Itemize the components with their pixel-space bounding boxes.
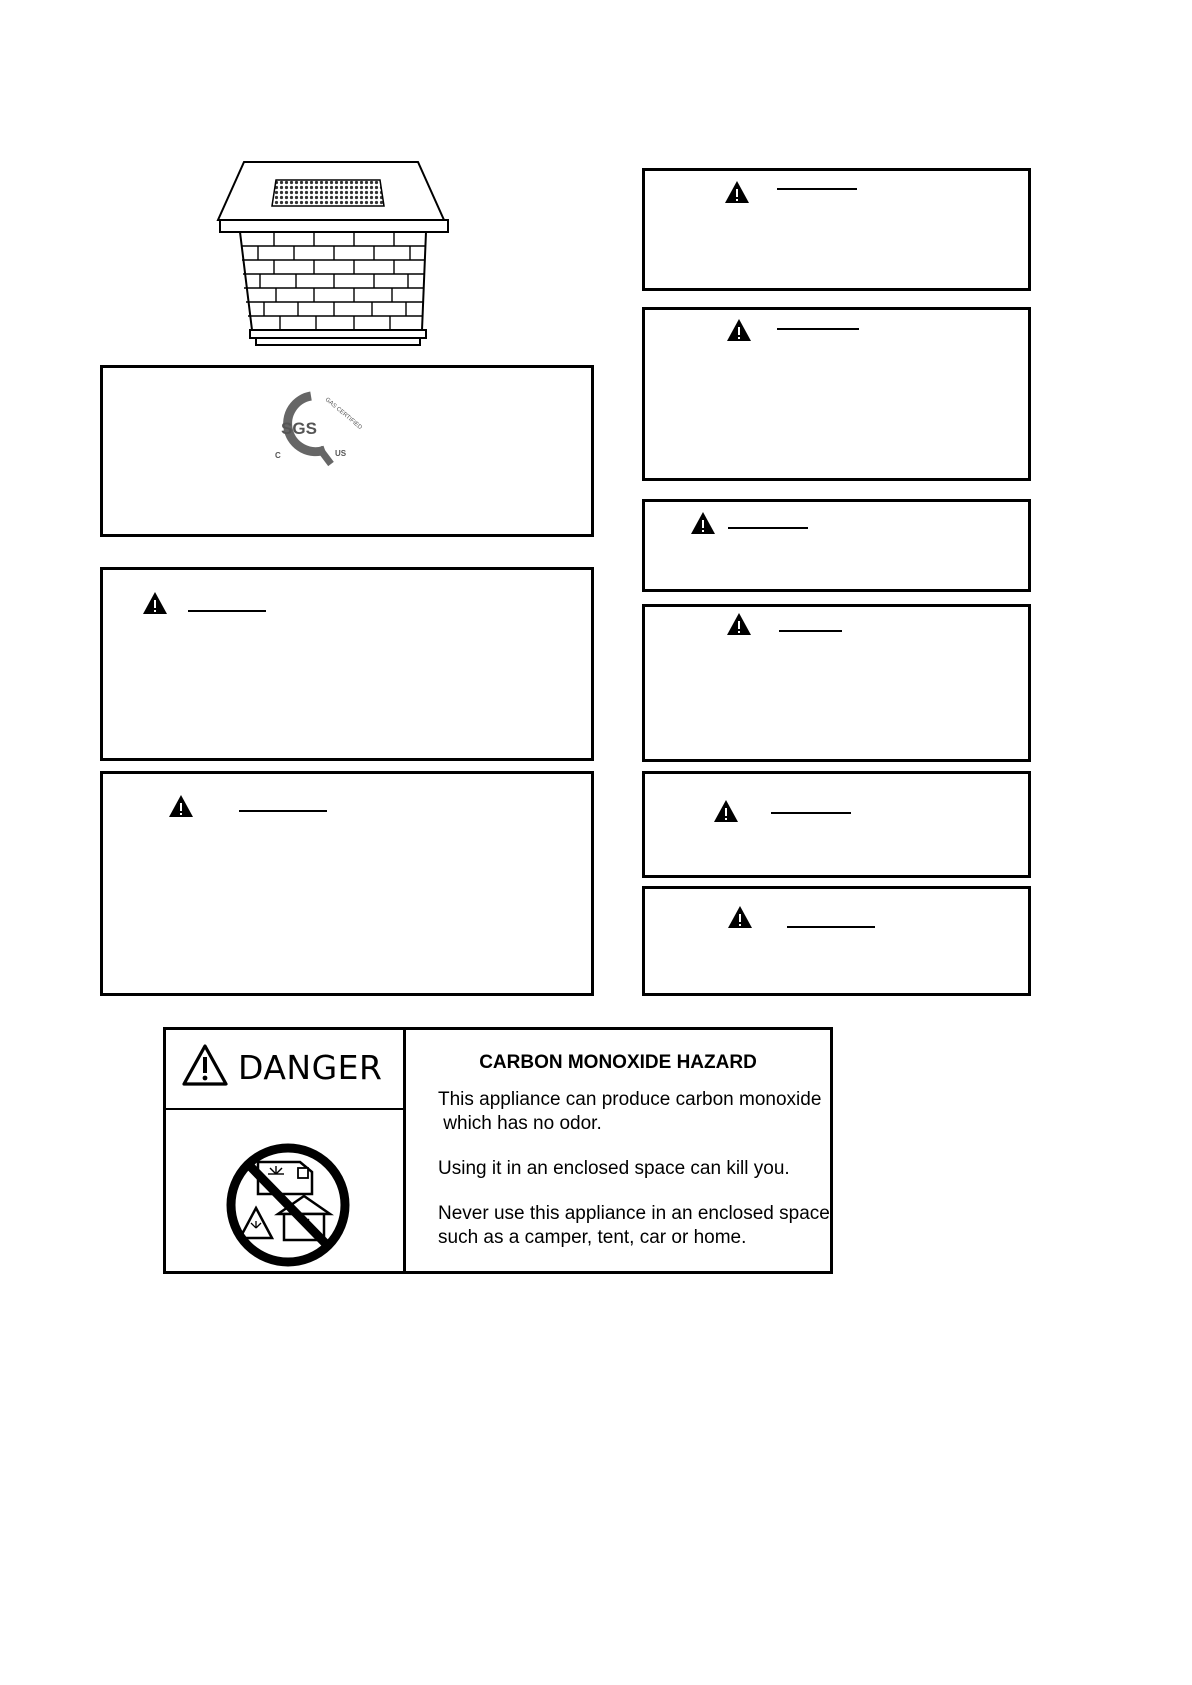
warning-box	[642, 307, 1031, 481]
warning-triangle-icon	[142, 591, 168, 615]
warning-triangle-icon	[724, 180, 750, 204]
sgs-logo-arc-text: GAS CERTIFIED	[323, 396, 363, 432]
hazard-title: CARBON MONOXIDE HAZARD	[479, 1052, 757, 1073]
warning-triangle-icon	[168, 794, 194, 818]
warning-heading-rule	[787, 926, 875, 928]
sgs-logo-c: C	[275, 451, 281, 460]
warning-box	[642, 771, 1031, 878]
warning-triangle-icon	[726, 612, 752, 636]
danger-header	[166, 1030, 403, 1110]
warning-triangle-icon	[690, 511, 716, 535]
warning-triangle-icon	[727, 905, 753, 929]
sgs-logo-mark: SGS	[281, 419, 317, 438]
hazard-text-line: which has no odor.	[438, 1113, 602, 1134]
certification-box	[100, 365, 594, 537]
warning-box	[642, 886, 1031, 996]
warning-box	[100, 567, 594, 761]
danger-label-right-panel	[406, 1030, 830, 1271]
warning-heading-rule	[777, 188, 857, 190]
hazard-text-line: such as a camper, tent, car or home.	[438, 1227, 747, 1248]
warning-triangle-icon	[713, 799, 739, 823]
warning-heading-rule	[771, 812, 851, 814]
sgs-logo-us: US	[335, 449, 347, 458]
warning-heading-rule	[239, 810, 327, 812]
danger-warning-icon	[181, 1043, 229, 1087]
warning-triangle-icon	[726, 318, 752, 342]
warning-box	[642, 604, 1031, 762]
fire-pit-illustration	[214, 160, 476, 348]
hazard-text-line: This appliance can produce carbon monoxide	[438, 1089, 822, 1110]
warning-box	[100, 771, 594, 996]
warning-heading-rule	[188, 610, 266, 612]
warning-box	[642, 499, 1031, 592]
hazard-text-line: Using it in an enclosed space can kill you.	[438, 1158, 790, 1179]
warning-heading-rule	[779, 630, 842, 632]
sgs-certification-logo	[269, 386, 363, 468]
carbon-monoxide-danger-label	[163, 1027, 833, 1274]
hazard-text-line: Never use this appliance in an enclosed space	[438, 1203, 830, 1224]
warning-heading-rule	[777, 328, 859, 330]
danger-label-left-panel	[166, 1030, 406, 1271]
danger-signal-word: DANGER	[238, 1048, 383, 1087]
warning-box	[642, 168, 1031, 291]
warning-heading-rule	[728, 527, 808, 529]
no-enclosed-space-icon	[222, 1142, 354, 1268]
